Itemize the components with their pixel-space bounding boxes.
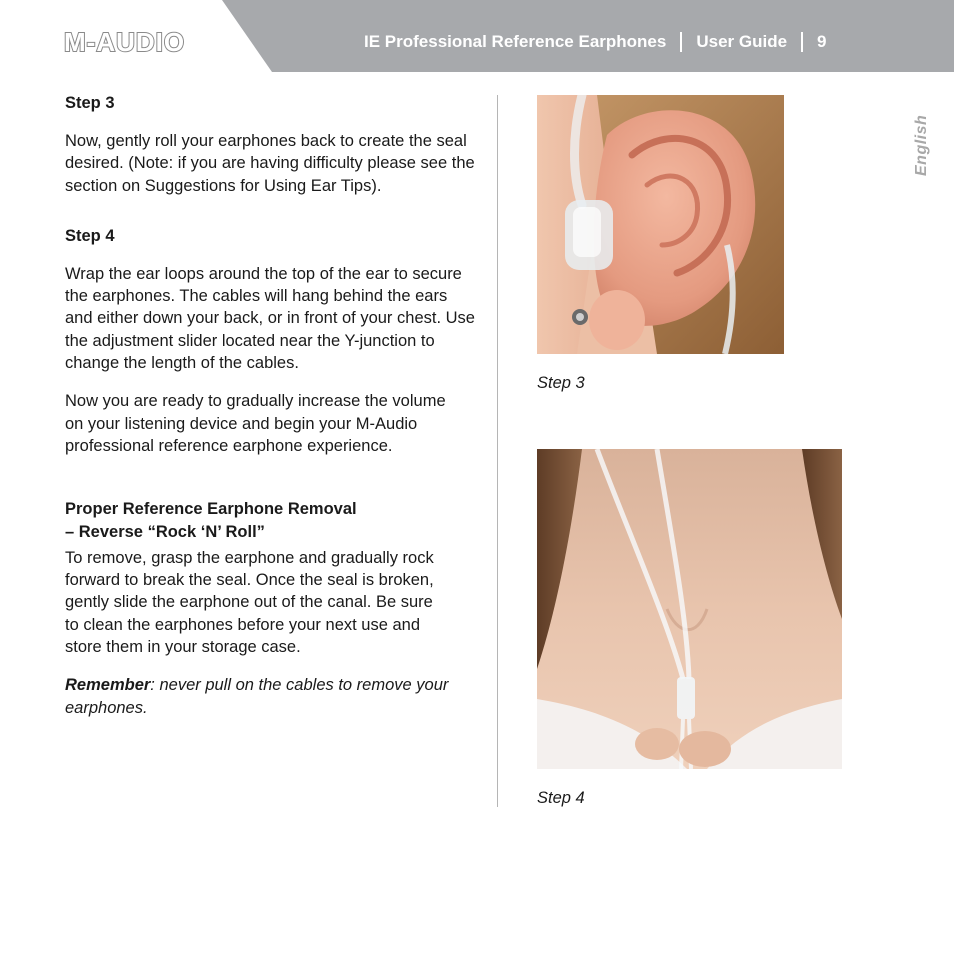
header-title — [364, 32, 827, 52]
page-header — [0, 0, 954, 72]
language-tab — [910, 96, 936, 176]
brand-logo: M-AUDIO — [64, 27, 186, 57]
ready-paragraph: Now you are ready to gradually increase the volume on your listening device and begin your M-Audio professional reference earphone experience. — [65, 392, 446, 455]
guide-label: User Guide — [696, 32, 788, 51]
step3-caption: Step 3 — [537, 374, 585, 392]
remember-label: Remember — [65, 676, 151, 695]
column-divider — [497, 95, 498, 807]
header-separator — [680, 32, 682, 52]
remember-note — [65, 674, 475, 719]
page-number: 9 — [817, 32, 827, 51]
step4-paragraph: Wrap the ear loops around the top of the ear to secure the earphones. The cables will hang behind the ears and either down your back, or in front of your chest. Use the adjustment slider located near the Y-junction to change the length of the cables. — [65, 264, 475, 373]
removal-heading-line2: – Reverse “Rock ‘N’ Roll” — [65, 522, 265, 541]
step3-paragraph: Now, gently roll your earphones back to create the seal desired. (Note: if you are having difficulty please see the section on Suggestions for Using Ear Tips). — [65, 132, 475, 195]
remember-text: : never pull on the cables to remove your earphones. — [65, 676, 449, 717]
product-name: IE Professional Reference Earphones — [364, 32, 667, 51]
header-separator — [801, 32, 803, 52]
step4-photo — [537, 449, 842, 769]
language-label: English — [913, 114, 930, 176]
step4-caption: Step 4 — [537, 789, 585, 807]
step3-photo — [537, 95, 784, 354]
removal-heading-line1: Proper Reference Earphone Removal — [65, 500, 357, 519]
removal-paragraph: To remove, grasp the earphone and gradually rock forward to break the seal. Once the seal is broken, gently slide the earphone out of the canal. Be sure to clean the earphones before your next use and store them in your storage case. — [65, 548, 434, 657]
step4-heading: Step 4 — [65, 226, 115, 245]
removal-heading — [65, 498, 475, 543]
step3-heading: Step 3 — [65, 94, 115, 112]
text-column — [65, 92, 475, 719]
